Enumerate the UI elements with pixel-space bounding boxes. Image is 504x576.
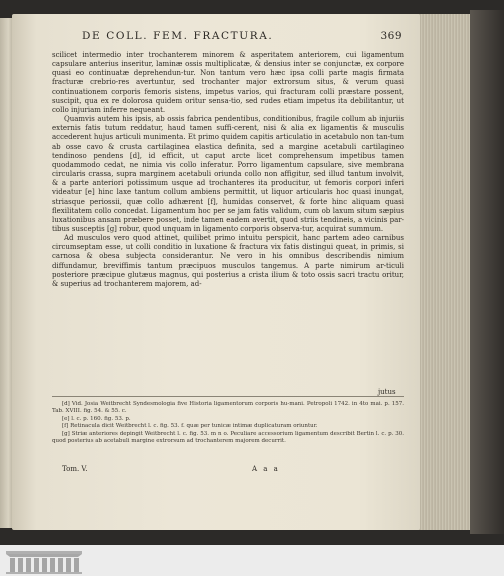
footnote: [d] Vid. Josia Weitbrecht Syndesmologia five Historia ligamentorum corporis hu-mani. Petropoli 1742. in 4to mai. p. 157. Tab. XVIII. fig. 54. & 55. c. [52, 401, 404, 415]
main-text [52, 51, 404, 289]
footnote: [f] Retinacula dicit Weitbrecht l. c. fig. 53. f. quæ per tunicæ intimæ duplicaturam oriuntur. [62, 423, 318, 430]
footnote: [g] Striæ anteriores depingit Weitbrecht l. c. fig. 53. m n o. Peculiare accessorium ligamentum describit Bertin l. c. p. 30. quod posterius ab acetabuli margine extrorsum ad trochanterem majorem decurrit. [52, 430, 404, 445]
signature-line [62, 465, 392, 475]
paragraph: scilicet intermedio inter trochanterem minorem & asperitatem anteriorem, cui ligamentum capsulare anterius inseritur, laminæ ossis multiplicatæ, & densius inter se conjunctæ, ex corpore quasi eo continuatæ deprehendun-tur. Non tantum vero hæc ipsa colli parte magis firmata fracturæ crebrio-res avertuntur, sed trochanter major extrorsum situs, & verum quasi continuationem corporis femoris sistens, impetus varios, qui fracturam colli præstare possent, suscipit, qua ex re dolorosa quidem oritur sensa-tio, sed rudes etiam impetus ita debilitantur, ut collo injuriam inferre nequeant. [52, 51, 404, 114]
paragraph: Ad musculos vero quod attinet, quilibet primo intuitu perspicit, hanc partem adeo carnibus circumseptam esse, ut colli conditio in luxatione & fractura vix fatis distingui queat, in primis, si carnosa & obesa subjecta considerantur. Ne vero in his omnibus describendis nimium diffundamur, breviffimis tantum præcipuos musculos tangemus. A parte nimirum ar-ticuli posteriore præcipue glutæus magnus, qui posterius a crista ilium & toto ossis sacri tractu oritur, & superius ad trochanterem majorem, ad- [52, 234, 404, 288]
footnotes [52, 401, 404, 445]
page-header [72, 30, 402, 46]
page-stack-edge [418, 14, 472, 530]
volume-label: Tom. V. [62, 465, 88, 473]
book-shadow [470, 10, 504, 534]
running-title: DE COLL. FEM. FRACTURA. [82, 30, 274, 42]
building-facade-icon [4, 548, 84, 574]
footnote: [e] l. c. p. 160. fig. 53. p. [62, 415, 131, 422]
footnote-divider [52, 396, 404, 397]
signature-mark: A a a [252, 465, 280, 473]
paragraph: Quamvis autem his ipsis, ab ossis fabrica pendentibus, conditionibus, fragile collum ab injuriis externis fatis tutum reddatur, haud tamen suffi-cerent, nisi & alia ex ligamentis & musculis accederent hujus articuli munimenta. Et primo quidem capitis articulatio in acetabulo non tan-tum ab osse cavo & crusta cartilaginea elastica definita, sed a margine acetabuli cartilagineo tendinoso pendens [d], id efficit, ut caput arcte licet comprehensum impetibus tamen quodammodo cedat, ne nimia vis collo inferatur. Porro ligamentum capsulare, sive membrana circularis crassa, supra marginem acetabuli oriunda collo non affigitur, sed illud tantum involvit, & a parte anteriori potissimum usque ad trochanteres ita producitur, ut femoris corpori inferi videatur [e] hinc laxe tantum collum ambiens permittit, ut liquor articularis hoc quasi inungat, striasque periossii, quæ collo adhærent [f], humidas conservet, & forte hinc aliquam quasi flexilitatem collo concedat. Ligamentum hoc per se jam fatis validum, cum ob laxum situm sæpius luxationibus ansam præbere posset, inde tamen eadem avertit, quod striis tendineis, a vicinis par-tibus susceptis [g] robur, quod unquam in ligamento corporis observa-tur, acquirat summum. [52, 115, 404, 233]
catchword: jutus [378, 388, 396, 396]
page-number: 369 [380, 30, 402, 42]
